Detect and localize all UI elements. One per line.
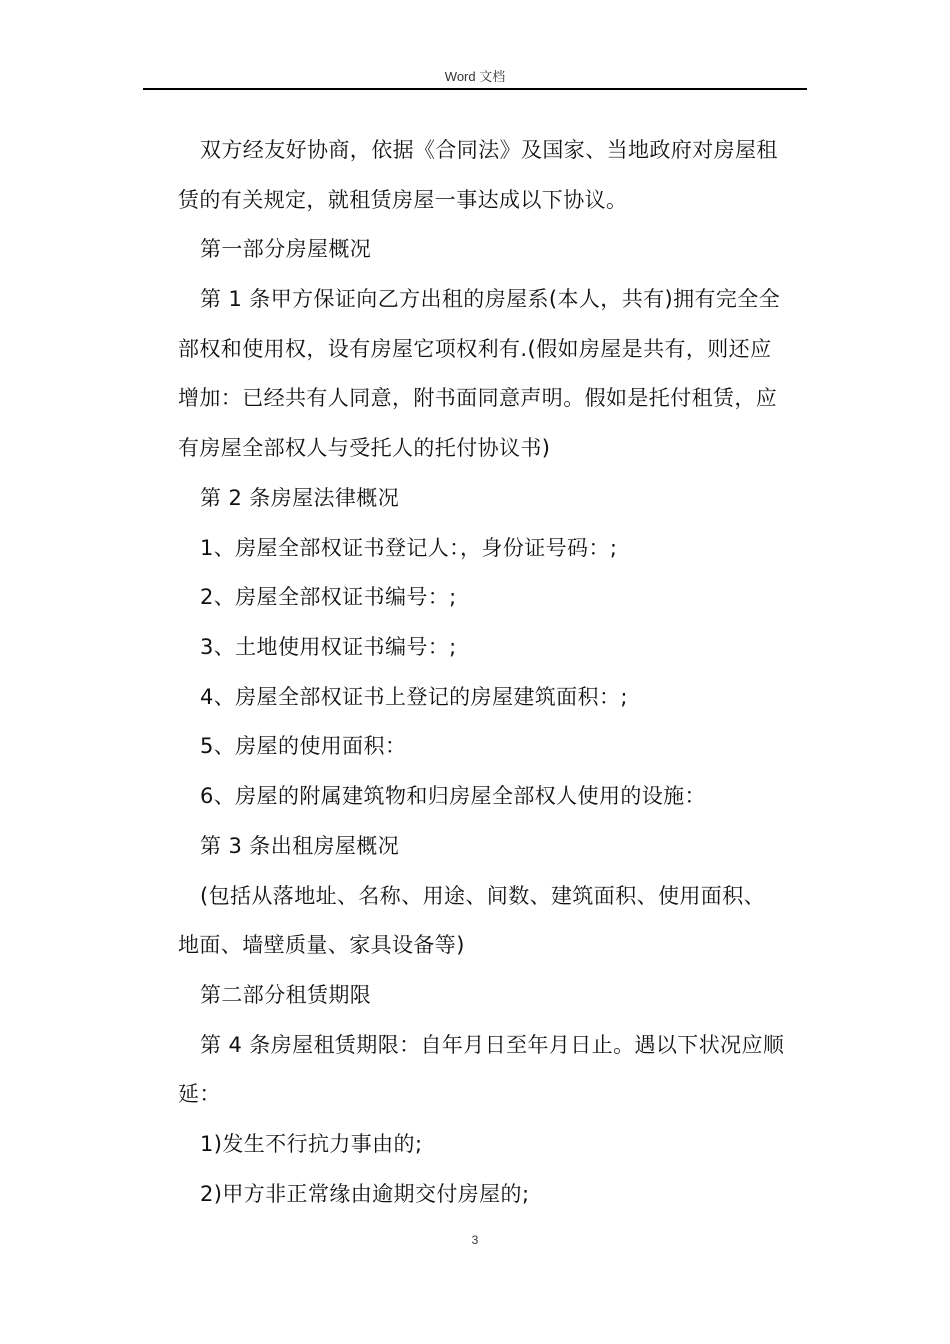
paragraph-line: 延： (178, 1082, 221, 1106)
list-item: 3、土地使用权证书编号：; (200, 635, 457, 659)
list-item: 4、房屋全部权证书上登记的房屋建筑面积：; (200, 685, 628, 709)
paragraph-line: 有房屋全部权人与受托人的托付协议书) (178, 436, 551, 460)
paragraph-line: 赁的有关规定，就租赁房屋一事达成以下协议。 (178, 188, 628, 212)
article-heading: 第 2 条房屋法律概况 (200, 486, 400, 510)
list-item: 2、房屋全部权证书编号：; (200, 585, 457, 609)
paragraph-line: 双方经友好协商，依据《合同法》及国家、当地政府对房屋租 (200, 138, 778, 162)
header-divider (143, 88, 807, 90)
article-heading: 第 3 条出租房屋概况 (200, 834, 400, 858)
paragraph-line: 第 4 条房屋租赁期限：自年月日至年月日止。遇以下状况应顺 (200, 1033, 785, 1057)
list-item: 6、房屋的附属建筑物和归房屋全部权人使用的设施： (200, 784, 706, 808)
list-item: 2)甲方非正常缘由逾期交付房屋的; (200, 1182, 530, 1206)
paragraph-line: 部权和使用权，设有房屋它项权利有.(假如房屋是共有，则还应 (178, 337, 772, 361)
page-number: 3 (471, 1233, 479, 1247)
list-item: 5、房屋的使用面积： (200, 734, 407, 758)
page-header: Word 文档 (444, 69, 506, 84)
paragraph-line: 增加：已经共有人同意，附书面同意声明。假如是托付租赁，应 (178, 386, 778, 410)
section-heading: 第二部分租赁期限 (200, 983, 372, 1007)
list-item: 1、房屋全部权证书登记人：，身份证号码：; (200, 536, 618, 560)
paragraph-line: 第 1 条甲方保证向乙方出租的房屋系(本人，共有)拥有完全全 (200, 287, 781, 311)
paragraph-line: 地面、墙壁质量、家具设备等) (178, 933, 465, 957)
list-item: 1)发生不行抗力事由的; (200, 1132, 423, 1156)
section-heading: 第一部分房屋概况 (200, 237, 372, 261)
paragraph-line: (包括从落地址、名称、用途、间数、建筑面积、使用面积、 (200, 884, 765, 908)
